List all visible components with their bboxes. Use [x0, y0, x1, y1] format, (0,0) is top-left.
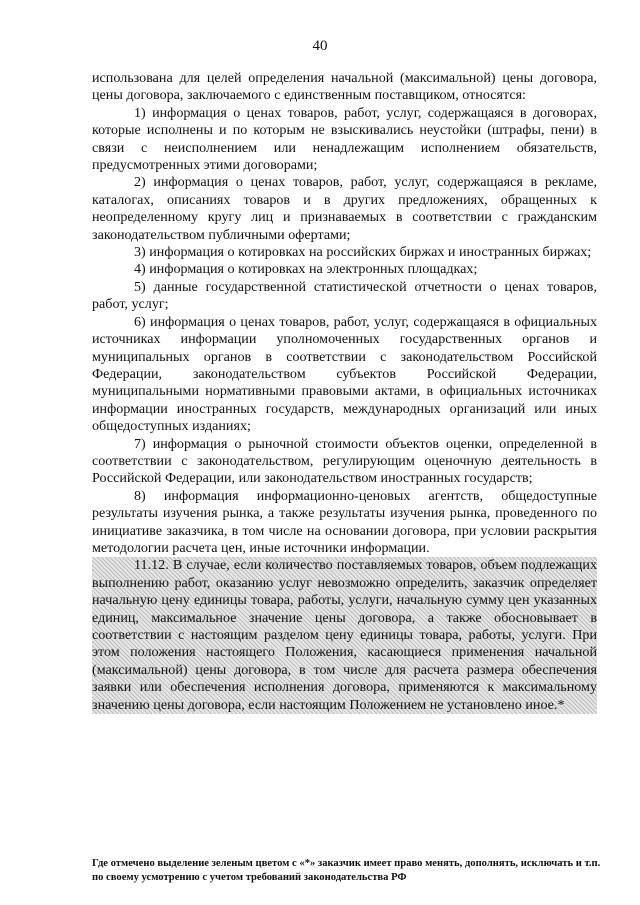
list-item-2: 2) информация о ценах товаров, работ, услуг, содержащаяся в рекламе, каталогах, описаниях товаров и в других предложениях, обращенных к неопределенному кругу лиц и признаваемых в соответствии с гражданским законодательством публичными офертами; — [92, 174, 597, 243]
list-item-4: 4) информация о котировках на электронных площадках; — [134, 261, 478, 278]
highlighted-paragraph-11-12: 11.12. В случае, если количество поставляемых товаров, объем подлежащих выполнению работ, оказанию услуг невозможно определить, заказчик определяет начальную цену единицы товара, работы, услуги, начальную сумму цен указанных единиц, максимальное значение цены договора, а также обосновывает в соответствии с настоящим разделом цену единицы товара, работы, услуги. При этом положения настоящего Положения, касающиеся применения начальной (максимальной) цены договора, в том числе для расчета размера обеспечения заявки или обеспечения исполнения договора, применяются к максимальному значению цены договора, если настоящим Положением не установлено иное.* — [92, 557, 597, 713]
document-body — [92, 70, 597, 714]
page-number: 40 — [312, 38, 328, 54]
list-item-6: 6) информация о ценах товаров, работ, услуг, содержащаяся в официальных источниках информации уполномоченных государственных органов и муниципальных органов в соответствии с законодательством Российской Федерации, законодательством субъектов Российской Федерации, муниципальными нормативными правовыми актами, в официальных источниках информации иностранных государств, международных организаций или иных общедоступных изданиях; — [92, 313, 597, 435]
list-item-8: 8) информация информационно-ценовых агентств, общедоступные результаты изучения рынка, а также результаты изучения рынка, проведенного по инициативе заказчика, в том числе на основании договора, при условии раскрытия методологии расчета цен, иные источники информации. — [92, 487, 597, 556]
list-item-3: 3) информация о котировках на российских биржах и иностранных биржах; — [134, 244, 592, 261]
list-item-1: 1) информация о ценах товаров, работ, услуг, содержащаяся в договорах, которые исполнены и по которым не взыскивались неустойки (штрафы, пени) в связи с неисполнением или ненадлежащим исполнением обязательств, предусмотренных этими договорами; — [92, 104, 597, 174]
lead-paragraph: использована для целей определения начальной (максимальной) цены договора, цены договора, заключаемого с единственным поставщиком, относятся: — [92, 70, 597, 104]
list-item-7: 7) информация о рыночной стоимости объектов оценки, определенной в соответствии с законодательством, регулирующим оценочную деятельность в Российской Федерации, или законодательством иностранных государств; — [92, 435, 597, 487]
list-item-5: 5) данные государственной статистической отчетности о ценах товаров, работ, услуг; — [92, 278, 597, 313]
footnote: Где отмечено выделение зеленым цветом с «*» заказчик имеет право менять, дополнять, исключать и т.п. по своему усмотрению с учетом требований законодательства РФ — [92, 858, 601, 883]
